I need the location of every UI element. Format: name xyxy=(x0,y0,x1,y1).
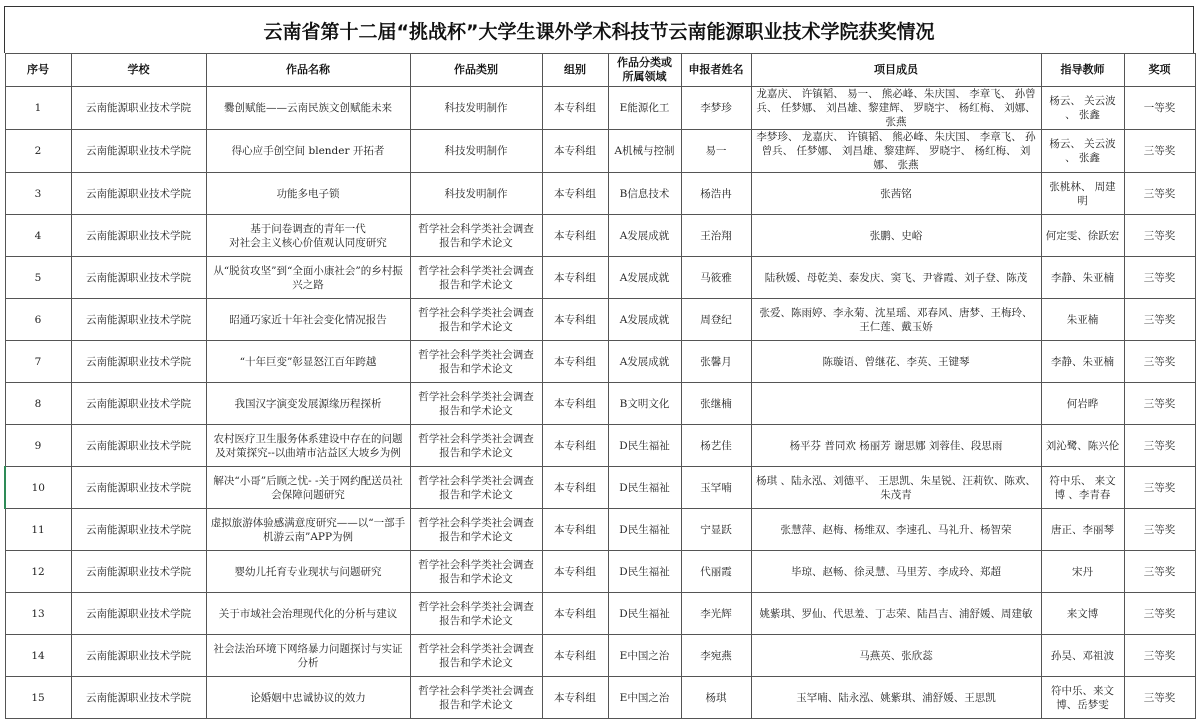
cell-school[interactable]: 云南能源职业技术学院 xyxy=(71,299,206,341)
cell-category[interactable]: 哲学社会科学类社会调查报告和学术论文 xyxy=(410,677,542,719)
cell-members[interactable]: 张爱、陈雨婷、李永菊、沈星瑶、邓春风、唐梦、王梅玲、王仁莲、戴玉娇 xyxy=(751,299,1041,341)
cell-award[interactable]: 三等奖 xyxy=(1124,509,1195,551)
cell-category[interactable]: 哲学社会科学类社会调查报告和学术论文 xyxy=(410,467,542,509)
cell-teacher[interactable]: 唐正、李丽琴 xyxy=(1041,509,1124,551)
header-cell-applicant: 申报者姓名 xyxy=(681,54,751,87)
table-row[interactable] xyxy=(5,130,1195,173)
cell-category[interactable]: 哲学社会科学类社会调查报告和学术论文 xyxy=(410,299,542,341)
cell-no[interactable]: 6 xyxy=(5,299,71,341)
table-row[interactable] xyxy=(5,635,1195,677)
header-cell-school: 学校 xyxy=(71,54,206,87)
cell-applicant[interactable]: 张馨月 xyxy=(681,341,751,383)
cell-group[interactable]: 本专科组 xyxy=(542,425,608,467)
cell-teacher[interactable]: 刘沁鹭、陈兴伦 xyxy=(1041,425,1124,467)
cell-applicant[interactable]: 马筱雅 xyxy=(681,257,751,299)
cell-category[interactable]: 哲学社会科学类社会调查报告和学术论文 xyxy=(410,383,542,425)
cell-award[interactable]: 三等奖 xyxy=(1124,677,1195,719)
table-row[interactable] xyxy=(5,593,1195,635)
cell-award[interactable]: 三等奖 xyxy=(1124,173,1195,215)
cell-teacher[interactable]: 符中乐、 来文博 、李青春 xyxy=(1041,467,1124,509)
header-cell-field: 作品分类或所属领域 xyxy=(608,54,681,87)
cell-applicant[interactable]: 玉罕喃 xyxy=(681,467,751,509)
cell-field[interactable]: E中国之治 xyxy=(608,677,681,719)
cell-group[interactable]: 本专科组 xyxy=(542,593,608,635)
table-row[interactable] xyxy=(5,467,1195,509)
cell-applicant[interactable]: 宁显跃 xyxy=(681,509,751,551)
cell-award[interactable]: 三等奖 xyxy=(1124,215,1195,257)
table-row[interactable] xyxy=(5,383,1195,425)
cell-no[interactable]: 2 xyxy=(5,130,71,173)
cell-school[interactable]: 云南能源职业技术学院 xyxy=(71,87,206,130)
table-row[interactable] xyxy=(5,215,1195,257)
cell-work[interactable]: 社会法治环境下网络暴力问题探讨与实证分析 xyxy=(206,635,410,677)
cell-members[interactable]: 陈璇语、曾继花、李英、王键琴 xyxy=(751,341,1041,383)
award-table-body xyxy=(5,87,1195,719)
cell-members[interactable]: 姚紫琪、罗仙、代思羞、丁志荣、陆昌吉、浦舒媛、周建敏 xyxy=(751,593,1041,635)
cell-members[interactable]: 张鹏、史峪 xyxy=(751,215,1041,257)
cell-category[interactable]: 哲学社会科学类社会调查报告和学术论文 xyxy=(410,593,542,635)
cell-field[interactable]: A发展成就 xyxy=(608,299,681,341)
cell-field[interactable]: D民生福祉 xyxy=(608,509,681,551)
cell-category[interactable]: 哲学社会科学类社会调查报告和学术论文 xyxy=(410,341,542,383)
cell-award[interactable]: 三等奖 xyxy=(1124,130,1195,173)
cell-members[interactable]: 毕琼、赵畅、徐灵慧、马里芳、李成玲、郑超 xyxy=(751,551,1041,593)
cell-work[interactable]: 农村医疗卫生服务体系建设中存在的问题及对策探究--以曲靖市沾益区大坡乡为例 xyxy=(206,425,410,467)
cell-teacher[interactable]: 杨云、 关云波 、 张鑫 xyxy=(1041,130,1124,173)
cell-field[interactable]: B信息技术 xyxy=(608,173,681,215)
cell-work[interactable]: 从“脱贫攻坚”到“全面小康社会”的乡村振兴之路 xyxy=(206,257,410,299)
cell-field[interactable]: D民生福祉 xyxy=(608,467,681,509)
cell-members[interactable]: 杨平芬 普同欢 杨丽芳 谢思娜 刘蓉佳、段思雨 xyxy=(751,425,1041,467)
cell-no[interactable]: 9 xyxy=(5,425,71,467)
cell-work[interactable]: 我国汉字演变发展源缘历程探析 xyxy=(206,383,410,425)
table-row[interactable] xyxy=(5,173,1195,215)
cell-teacher[interactable]: 杨云、 关云波 、 张鑫 xyxy=(1041,87,1124,130)
cell-field[interactable]: A机械与控制 xyxy=(608,130,681,173)
cell-no[interactable]: 7 xyxy=(5,341,71,383)
cell-category[interactable]: 科技发明制作 xyxy=(410,87,542,130)
cell-group[interactable]: 本专科组 xyxy=(542,130,608,173)
cell-category[interactable]: 哲学社会科学类社会调查报告和学术论文 xyxy=(410,257,542,299)
cell-school[interactable]: 云南能源职业技术学院 xyxy=(71,593,206,635)
cell-field[interactable]: A发展成就 xyxy=(608,215,681,257)
cell-field[interactable]: D民生福祉 xyxy=(608,551,681,593)
table-row[interactable] xyxy=(5,299,1195,341)
cell-award[interactable]: 一等奖 xyxy=(1124,87,1195,130)
cell-award[interactable]: 三等奖 xyxy=(1124,635,1195,677)
cell-no[interactable]: 10 xyxy=(5,467,71,509)
cell-work[interactable]: 虚拟旅游体验感满意度研究——以“一部手机游云南”APP为例 xyxy=(206,509,410,551)
cell-members[interactable]: 马燕英、张欣蕊 xyxy=(751,635,1041,677)
cell-category[interactable]: 哲学社会科学类社会调查报告和学术论文 xyxy=(410,509,542,551)
cell-work[interactable]: 论婚姻中忠诚协议的效力 xyxy=(206,677,410,719)
cell-school[interactable]: 云南能源职业技术学院 xyxy=(71,130,206,173)
cell-work[interactable]: 解决“小哥”后顾之忧- -关于网约配送员社会保障问题研究 xyxy=(206,467,410,509)
cell-group[interactable]: 本专科组 xyxy=(542,299,608,341)
cell-group[interactable]: 本专科组 xyxy=(542,551,608,593)
cell-work[interactable]: 爨创赋能——云南民族文创赋能未来 xyxy=(206,87,410,130)
cell-work[interactable]: 基于问卷调查的青年一代 对社会主义核心价值观认同度研究 xyxy=(206,215,410,257)
cell-no[interactable]: 12 xyxy=(5,551,71,593)
cell-teacher[interactable]: 张桃林、 周建明 xyxy=(1041,173,1124,215)
cell-applicant[interactable]: 杨琪 xyxy=(681,677,751,719)
cell-group[interactable]: 本专科组 xyxy=(542,215,608,257)
cell-group[interactable]: 本专科组 xyxy=(542,467,608,509)
cell-school[interactable]: 云南能源职业技术学院 xyxy=(71,383,206,425)
cell-teacher[interactable]: 朱亚楠 xyxy=(1041,299,1124,341)
cell-work[interactable]: 关于市域社会治理现代化的分析与建议 xyxy=(206,593,410,635)
cell-work[interactable]: 婴幼儿托育专业现状与问题研究 xyxy=(206,551,410,593)
cell-applicant[interactable]: 代丽霞 xyxy=(681,551,751,593)
cell-school[interactable]: 云南能源职业技术学院 xyxy=(71,173,206,215)
cell-applicant[interactable]: 杨艺佳 xyxy=(681,425,751,467)
cell-school[interactable]: 云南能源职业技术学院 xyxy=(71,551,206,593)
cell-school[interactable]: 云南能源职业技术学院 xyxy=(71,425,206,467)
cell-category[interactable]: 科技发明制作 xyxy=(410,130,542,173)
cell-members[interactable]: 玉罕喃、陆永泓、姚紫琪、浦舒媛、王思凯 xyxy=(751,677,1041,719)
cell-teacher[interactable]: 何岩晔 xyxy=(1041,383,1124,425)
cell-members[interactable]: 张慧萍、赵梅、杨维双、李速孔、马礼升、杨智荣 xyxy=(751,509,1041,551)
cell-group[interactable]: 本专科组 xyxy=(542,173,608,215)
cell-award[interactable]: 三等奖 xyxy=(1124,551,1195,593)
cell-no[interactable]: 1 xyxy=(5,87,71,130)
cell-field[interactable]: A发展成就 xyxy=(608,341,681,383)
cell-no[interactable]: 5 xyxy=(5,257,71,299)
cell-applicant[interactable]: 王治翔 xyxy=(681,215,751,257)
cell-category[interactable]: 哲学社会科学类社会调查报告和学术论文 xyxy=(410,425,542,467)
header-cell-group: 组别 xyxy=(542,54,608,87)
cell-teacher[interactable]: 何定雯、徐跃宏 xyxy=(1041,215,1124,257)
cell-award[interactable]: 三等奖 xyxy=(1124,299,1195,341)
cell-work[interactable]: 昭通巧家近十年社会变化情况报告 xyxy=(206,299,410,341)
sheet-title: 云南省第十二届“挑战杯”大学生课外学术科技节云南能源职业技术学院获奖情况 xyxy=(4,6,1194,53)
cell-award[interactable]: 三等奖 xyxy=(1124,593,1195,635)
header-cell-teacher: 指导教师 xyxy=(1041,54,1124,87)
cell-field[interactable]: D民生福祉 xyxy=(608,425,681,467)
cell-applicant[interactable]: 李宛燕 xyxy=(681,635,751,677)
cell-applicant[interactable]: 李光辉 xyxy=(681,593,751,635)
cell-award[interactable]: 三等奖 xyxy=(1124,467,1195,509)
cell-applicant[interactable]: 李梦珍 xyxy=(681,87,751,130)
cell-no[interactable]: 15 xyxy=(5,677,71,719)
cell-work[interactable]: 功能多电子锁 xyxy=(206,173,410,215)
cell-field[interactable]: E中国之治 xyxy=(608,635,681,677)
cell-category[interactable]: 哲学社会科学类社会调查报告和学术论文 xyxy=(410,635,542,677)
cell-school[interactable]: 云南能源职业技术学院 xyxy=(71,635,206,677)
cell-teacher[interactable]: 李静、朱亚楠 xyxy=(1041,257,1124,299)
cell-members[interactable]: 张茜铭 xyxy=(751,173,1041,215)
cell-field[interactable]: D民生福祉 xyxy=(608,593,681,635)
cell-no[interactable]: 13 xyxy=(5,593,71,635)
table-row[interactable] xyxy=(5,425,1195,467)
cell-category[interactable]: 哲学社会科学类社会调查报告和学术论文 xyxy=(410,551,542,593)
table-row[interactable] xyxy=(5,87,1195,130)
cell-no[interactable]: 11 xyxy=(5,509,71,551)
cell-applicant[interactable]: 周登纪 xyxy=(681,299,751,341)
cell-group[interactable]: 本专科组 xyxy=(542,509,608,551)
cell-group[interactable]: 本专科组 xyxy=(542,383,608,425)
cell-teacher[interactable]: 来文博 xyxy=(1041,593,1124,635)
header-cell-work: 作品名称 xyxy=(206,54,410,87)
header-cell-no: 序号 xyxy=(5,54,71,87)
cell-applicant[interactable]: 杨浩冉 xyxy=(681,173,751,215)
table-row[interactable] xyxy=(5,257,1195,299)
cell-school[interactable]: 云南能源职业技术学院 xyxy=(71,677,206,719)
cell-award[interactable]: 三等奖 xyxy=(1124,341,1195,383)
cell-applicant[interactable]: 易一 xyxy=(681,130,751,173)
cell-members[interactable]: 杨琪 、陆永泓、刘德平、 王思凯、朱星锐、汪莉钦、陈欢、朱茂青 xyxy=(751,467,1041,509)
cell-members[interactable]: 龙嘉庆、 许镇韬、 易一、 熊必峰、朱庆国、 李章飞、 孙曾兵、 任梦娜、 刘昌雄、黎建辉、 罗晓宇、 杨红梅、 刘娜、 张燕 xyxy=(751,87,1041,130)
table-row[interactable] xyxy=(5,341,1195,383)
cell-group[interactable]: 本专科组 xyxy=(542,635,608,677)
cell-teacher[interactable]: 宋丹 xyxy=(1041,551,1124,593)
cell-school[interactable]: 云南能源职业技术学院 xyxy=(71,257,206,299)
cell-no[interactable]: 8 xyxy=(5,383,71,425)
cell-category[interactable]: 哲学社会科学类社会调查报告和学术论文 xyxy=(410,215,542,257)
cell-school[interactable]: 云南能源职业技术学院 xyxy=(71,341,206,383)
cell-members[interactable]: 李梦珍、 龙嘉庆、 许镇韬、 熊必峰、朱庆国、 李章飞、 孙曾兵、 任梦娜、 刘昌雄、黎建辉、 罗晓宇、 杨红梅、 刘娜、 张燕 xyxy=(751,130,1041,173)
table-row[interactable] xyxy=(5,509,1195,551)
award-sheet xyxy=(4,6,1194,719)
cell-award[interactable]: 三等奖 xyxy=(1124,425,1195,467)
cell-school[interactable]: 云南能源职业技术学院 xyxy=(71,215,206,257)
cell-field[interactable]: B文明文化 xyxy=(608,383,681,425)
cell-award[interactable]: 三等奖 xyxy=(1124,257,1195,299)
cell-field[interactable]: A发展成就 xyxy=(608,257,681,299)
cell-work[interactable]: “十年巨变”彰显怒江百年跨越 xyxy=(206,341,410,383)
header-row xyxy=(5,54,1195,87)
cell-no[interactable]: 14 xyxy=(5,635,71,677)
cell-award[interactable]: 三等奖 xyxy=(1124,383,1195,425)
cell-teacher[interactable]: 孙昊、邓祖波 xyxy=(1041,635,1124,677)
cell-field[interactable]: E能源化工 xyxy=(608,87,681,130)
cell-group[interactable]: 本专科组 xyxy=(542,87,608,130)
cell-teacher[interactable]: 李静、朱亚楠 xyxy=(1041,341,1124,383)
cell-work[interactable]: 得心应手创空间 blender 开拓者 xyxy=(206,130,410,173)
cell-group[interactable]: 本专科组 xyxy=(542,677,608,719)
cell-teacher[interactable]: 符中乐、来文博、岳梦雯 xyxy=(1041,677,1124,719)
cell-category[interactable]: 科技发明制作 xyxy=(410,173,542,215)
cell-no[interactable]: 4 xyxy=(5,215,71,257)
award-table xyxy=(4,53,1196,719)
cell-school[interactable]: 云南能源职业技术学院 xyxy=(71,509,206,551)
header-cell-category: 作品类别 xyxy=(410,54,542,87)
cell-applicant[interactable]: 张继楠 xyxy=(681,383,751,425)
cell-group[interactable]: 本专科组 xyxy=(542,257,608,299)
cell-members[interactable] xyxy=(751,383,1041,425)
table-row[interactable] xyxy=(5,677,1195,719)
cell-no[interactable]: 3 xyxy=(5,173,71,215)
header-cell-award: 奖项 xyxy=(1124,54,1195,87)
cell-school[interactable]: 云南能源职业技术学院 xyxy=(71,467,206,509)
header-cell-members: 项目成员 xyxy=(751,54,1041,87)
cell-members[interactable]: 陆秋媛、母乾美、泰发庆、窦飞、尹睿霞、刘子登、陈茂 xyxy=(751,257,1041,299)
table-row[interactable] xyxy=(5,551,1195,593)
cell-group[interactable]: 本专科组 xyxy=(542,341,608,383)
